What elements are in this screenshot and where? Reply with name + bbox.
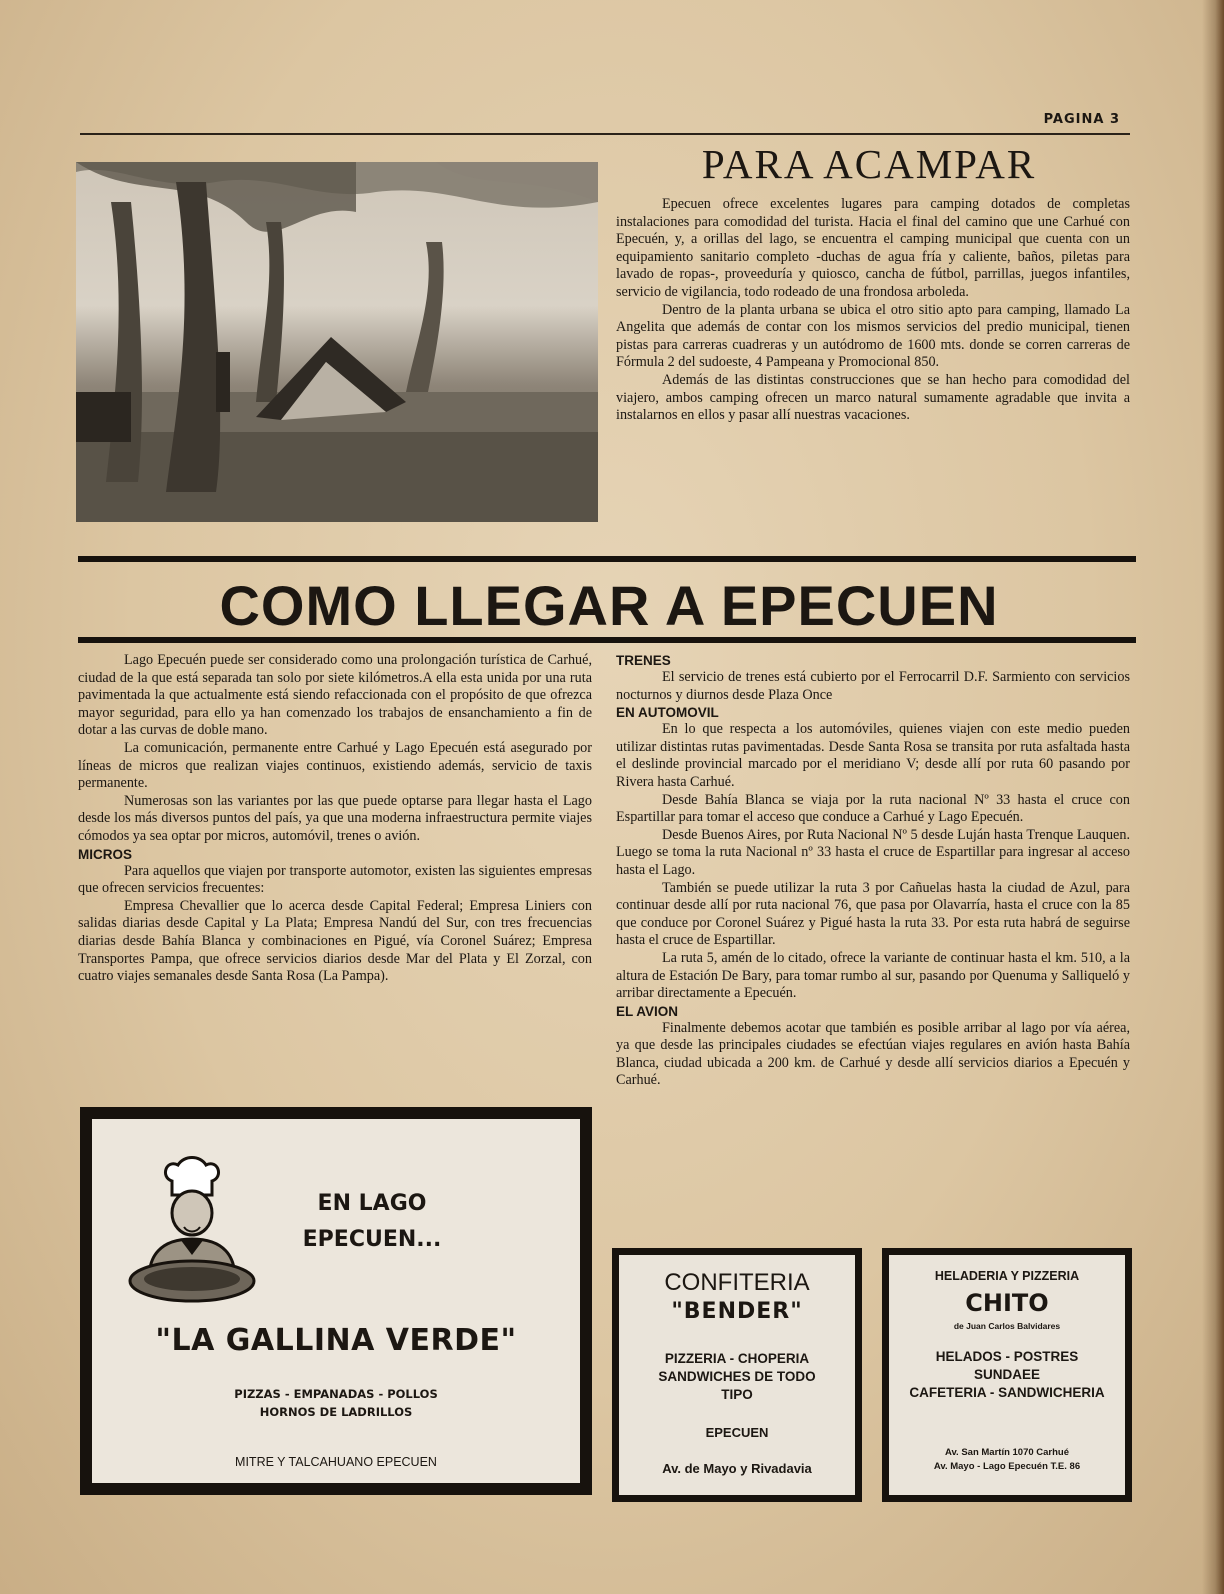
section-rule-top: [78, 556, 1136, 562]
ad-bender-items: SANDWICHES DE TODO: [658, 1369, 816, 1384]
acampar-paragraph: Dentro de la planta urbana se ubica el otro sitio apto para camping, llamado La Angelita que además de contar con los mismos servicios del predio municipal, tienen pistas para carreras cuadreras y un autódromo de 1600 mts. donde se corren carreras de Fórmula 2 del sudoeste, 4 Pampeana y Promocional 850.: [616, 301, 1130, 371]
acampar-paragraph: Epecuen ofrece excelentes lugares para camping dotados de completas instalaciones para comodidad del turista. Hacia el final del camino que une Carhué con Epecuén, y, a orillas del lago, se encuentra el camping municipal que cuenta con un equipamiento sanitario completo -duchas de agua fría y caliente, baños, piletas para lavado de ropas-, proveeduría y quiosco, cancha de fútbol, parrillas, juegos infantiles, servicio de vigilancia, todo rodeado de una frondosa arboleda.: [616, 196, 1130, 300]
micros-intro: Para aquellos que viajen por transporte automotor, existen las siguientes empresas que ofrecen servicios frecuentes:: [78, 862, 592, 897]
ad-chito-owner: de Juan Carlos Balvidares: [953, 1321, 1061, 1331]
micros-heading: MICROS: [78, 846, 132, 862]
automovil-paragraph: Desde Buenos Aires, por Ruta Nacional Nº 5 desde Luján hasta Trenque Lauquen. Luego se toma la ruta Nacional nº 33 hasta el cruce de Espartillar para ingresar al acceso hasta el Lago.: [616, 826, 1130, 878]
llegar-paragraph: Numerosas son las variantes por las que puede optarse para llegar hasta el Lago desde los más diversos puntos del país, ya que una moderna infraestructura permite viajes cómodos ya sea optar por micros, automóvil, trenes o avión.: [78, 792, 592, 844]
ad-confiteria-bender: [612, 1248, 862, 1502]
ad-bender-title: CONFITERIA: [664, 1269, 810, 1296]
camping-photo: [76, 162, 598, 522]
ad-bender-address: Av. de Mayo y Rivadavia: [662, 1461, 812, 1476]
camping-photo-drawing: [76, 162, 598, 522]
ad-heladeria-chito: [882, 1248, 1132, 1502]
acampar-text: [616, 196, 1130, 425]
acampar-heading: PARA ACAMPAR: [701, 141, 1037, 187]
ad-bender-items: PIZZERIA - CHOPERIA: [664, 1351, 810, 1366]
section-rule-bottom: [78, 637, 1136, 643]
ad-verde-line2: EPECUEN...: [302, 1227, 442, 1252]
avion-body: Finalmente debemos acotar que también es posible arribar al lago por vía aérea, ya que desde las principales ciudades se efectúan viajes regulares en avión hasta Bahía Blanca, ciudad ubicada a 200 km. de Carhué y desde allí servicios diarios a Epecuén y Carhué.: [616, 1019, 1130, 1089]
ad-bender-items: TIPO: [721, 1387, 753, 1402]
ad-la-gallina-verde: [80, 1107, 592, 1495]
ad-chito-items: HELADOS - POSTRES: [935, 1349, 1079, 1364]
ad-verde-name: "LA GALLINA VERDE": [155, 1323, 517, 1358]
ad-verde-line1: EN LAGO: [317, 1191, 427, 1216]
avion-heading: EL AVION: [616, 1003, 679, 1019]
ad-bender-name: "BENDER": [671, 1299, 803, 1324]
acampar-paragraph: Además de las distintas construcciones que se han hecho para comodidad del viajero, ambos camping ofrecen un marco natural sumamente agradable que invita a instalarnos en ellos y pasar allí nuestras vacaciones.: [616, 371, 1130, 424]
llegar-left-column: [78, 652, 592, 986]
ad-chito-title: HELADERIA Y PIZZERIA: [934, 1269, 1080, 1283]
ad-verde-address: MITRE Y TALCAHUANO EPECUEN: [235, 1455, 437, 1469]
trenes-heading: TRENES: [616, 653, 671, 668]
automovil-paragraph: También se puede utilizar la ruta 3 por Cañuelas hasta la ciudad de Azul, para continuar desde allí por ruta nacional 76, que pasa por Olavarría, hasta el cruce con la 85 que conduce por Coronel Suárez y Pigué hasta la ruta 33. Por esta ruta habrá de seguirse hasta el cruce de Espartillar.: [616, 879, 1130, 949]
llegar-paragraph: Lago Epecuén puede ser considerado como una prolongación turística de Carhué, ciudad de la que está separada tan solo por siete kilómetros.A ella esta unida por una ruta pavimentada la que actualmente está siendo refaccionada con el propósito de que ofrezca mayor seguridad, para ello ya han comenzado los trabajos de ensanchamiento a fin de dotar a las curvas de doble mano.: [78, 652, 592, 739]
automovil-paragraph: Desde Bahía Blanca se viaja por la ruta nacional Nº 33 hasta el cruce con Espartillar para tomar el acceso que conduce a Carhué y Lago Epecuén.: [616, 791, 1130, 826]
chef-illustration: [126, 1155, 276, 1305]
automovil-heading: EN AUTOMOVIL: [616, 705, 719, 721]
trenes-body: El servicio de trenes está cubierto por el Ferrocarril D.F. Sarmiento con servicios nocturnos y diurnos desde Plaza Once: [616, 669, 1130, 703]
page-edge: [1202, 0, 1224, 1594]
llegar-paragraph: La comunicación, permanente entre Carhué y Lago Epecuén está asegurado por líneas de micros que realizan viajes continuos, existiendo además, servicio de taxis permanente.: [78, 739, 592, 792]
ad-chito-name: CHITO: [965, 1289, 1049, 1317]
ad-verde-items: PIZZAS - EMPANADAS - POLLOS: [234, 1387, 438, 1401]
llegar-right-column: [616, 652, 1130, 1090]
ad-verde-items: HORNOS DE LADRILLOS: [259, 1405, 413, 1419]
ad-chito-address: Av. San Martín 1070 Carhué: [944, 1447, 1070, 1458]
micros-body: Empresa Chevallier que lo acerca desde Capital Federal; Empresa Liniers con salidas diarias desde Capital y La Plata; Empresa Nandú del Sur, con tres frecuencias diarias desde Bahía Blanca y combinaciones en Pigué, vía Coronel Suárez; Empresa Transportes Pampa, que ofrece servicios diarios desde Mar del Plata y El Zorzal, con cuatro viajes semanales desde Santa Rosa (La Pampa).: [78, 897, 592, 985]
header-rule: [80, 133, 1130, 135]
llegar-heading: COMO LLEGAR A EPECUEN: [219, 574, 999, 637]
ad-bender-place: EPECUEN: [705, 1425, 769, 1440]
automovil-paragraph: En lo que respecta a los automóviles, quienes viajen con este medio pueden utilizar distintas rutas pavimentadas. Desde Santa Rosa se transita por ruta asfaltada hasta el deslinde provincial marcado por el meridiano V; desde allí por ruta 60 pasando por Rivera hasta Carhué.: [616, 721, 1130, 790]
page-number: PAGINA 3: [1043, 112, 1120, 127]
ad-chito-address: Av. Mayo - Lago Epecuén T.E. 86: [933, 1461, 1081, 1472]
automovil-paragraph: La ruta 5, amén de lo citado, ofrece la variante de continuar hasta el km. 510, a la altura de Estación De Bary, para tomar rumbo al sur, pasando por Quenuma y Salliqueló y arribar directamente a Epecuén.: [616, 949, 1130, 1002]
ad-chito-items: CAFETERIA - SANDWICHERIA: [909, 1385, 1105, 1400]
ad-chito-items: SUNDAEE: [973, 1367, 1040, 1382]
